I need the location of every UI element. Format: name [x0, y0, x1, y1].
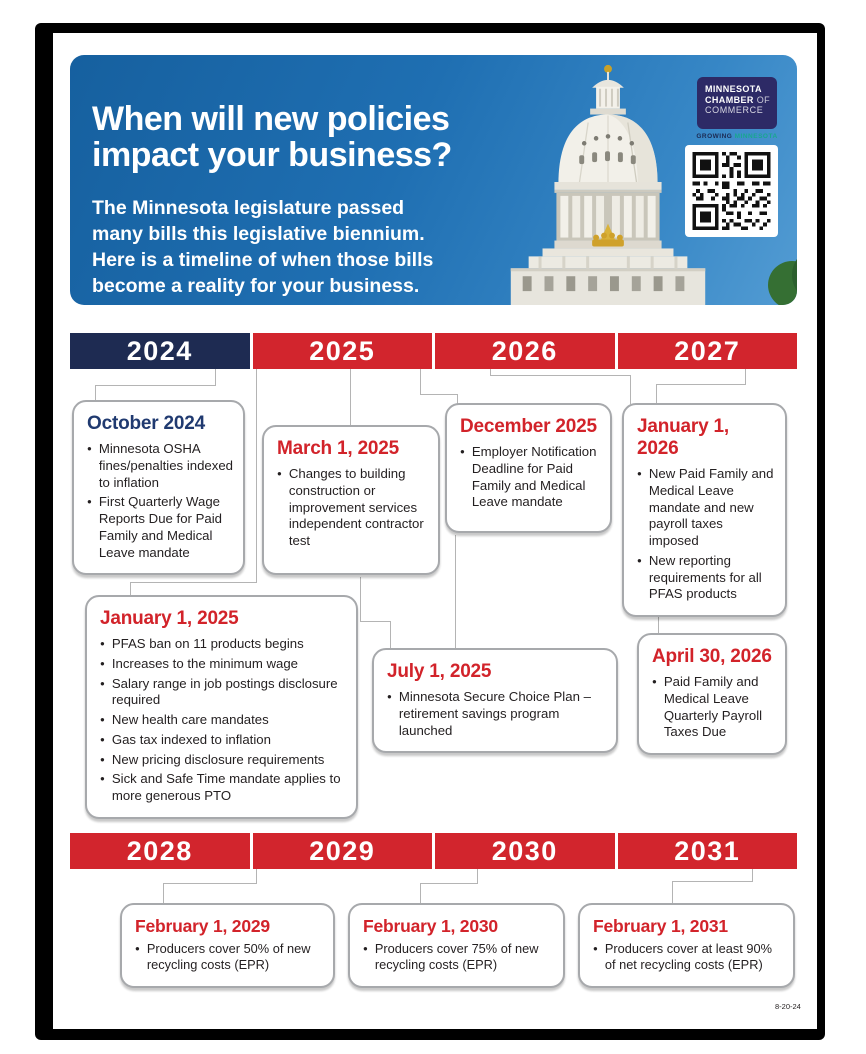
- card-bullet-list: [637, 466, 775, 603]
- card-date: February 1, 2031: [593, 916, 728, 936]
- connector-line: [256, 368, 257, 583]
- subtitle-line-1: The Minnesota legislature passed: [92, 197, 405, 219]
- card-october-2024: [72, 400, 245, 575]
- year-2026: 2026: [435, 333, 615, 369]
- subtitle-line-2: many bills this legislative biennium.: [92, 222, 425, 245]
- card-july-1-2025: [372, 648, 618, 753]
- connector-line: [360, 621, 391, 622]
- connector-line: [130, 582, 257, 583]
- logo-of-text: OF: [753, 94, 771, 105]
- connector-line: [455, 535, 456, 648]
- year-2028: 2028: [70, 833, 250, 869]
- connector-line: [672, 881, 673, 904]
- card-bullet-list: [460, 444, 600, 511]
- bullet-item: ● Gas tax indexed to inflation: [100, 732, 346, 749]
- connector-line: [256, 868, 257, 884]
- card-date: January 1, 2026: [637, 416, 729, 459]
- connector-line: [215, 368, 216, 385]
- page-title: [92, 101, 452, 173]
- card-february-1-2031: [578, 903, 795, 988]
- card-bullet-list: [100, 636, 346, 805]
- connector-line: [130, 582, 131, 596]
- connector-line: [420, 394, 458, 395]
- bullet-item: ● Changes to building construction or improvement services independent contractor test: [277, 466, 428, 550]
- card-bullet-list: [277, 466, 428, 550]
- logo-chamber-text: CHAMBER: [705, 94, 754, 105]
- logo-tagline: [695, 133, 779, 140]
- card-bullet-list: [363, 941, 553, 974]
- bullet-item: ● Employer Notification Deadline for Paid Family and Medical Leave mandate: [460, 444, 600, 511]
- card-january-1-2025: [85, 595, 358, 819]
- card-january-1-2026: [622, 403, 787, 617]
- bullet-item: ● Paid Family and Medical Leave Quarterly Payroll Taxes Due: [652, 674, 775, 741]
- logo-line-3: COMMERCE: [705, 105, 764, 116]
- page-subtitle: [92, 196, 433, 300]
- connector-line: [163, 883, 164, 904]
- header-banner: [70, 55, 797, 305]
- bullet-item: ● Producers cover at least 90% of net recycling costs (EPR): [593, 941, 783, 974]
- card-date: February 1, 2030: [363, 916, 498, 936]
- year-2024: 2024: [70, 333, 250, 369]
- card-bullet-list: [387, 689, 606, 739]
- connector-line: [656, 384, 657, 404]
- card-date: March 1, 2025: [277, 438, 400, 459]
- connector-line: [752, 868, 753, 882]
- bullet-item: ● New pricing disclosure requirements: [100, 752, 346, 769]
- bullet-item: ● Minnesota OSHA fines/penalties indexed to inflation: [87, 441, 233, 491]
- year-2031: 2031: [618, 833, 798, 869]
- year-2030: 2030: [435, 833, 615, 869]
- card-date: December 2025: [460, 416, 597, 437]
- year-2027: 2027: [618, 333, 798, 369]
- card-date: October 2024: [87, 413, 205, 434]
- qr-code: [685, 145, 778, 237]
- subtitle-line-3: Here is a timeline of when those bills: [92, 248, 434, 271]
- bullet-item: ● New Paid Family and Medical Leave mandate and new payroll taxes imposed: [637, 466, 775, 550]
- connector-line: [477, 868, 478, 884]
- connector-line: [95, 385, 96, 401]
- connector-line: [360, 577, 361, 622]
- connector-line: [745, 368, 746, 385]
- connector-line: [656, 384, 746, 385]
- bullet-item: ● First Quarterly Wage Reports Due for Paid Family and Medical Leave mandate: [87, 494, 233, 561]
- bullet-item: ● Producers cover 50% of new recycling costs (EPR): [135, 941, 323, 974]
- logo-line-1: MINNESOTA: [705, 84, 762, 94]
- title-line-2: impact your business?: [92, 136, 452, 175]
- card-december-2025: [445, 403, 612, 533]
- title-line-1: When will new policies: [92, 100, 450, 138]
- card-date: July 1, 2025: [387, 661, 492, 682]
- connector-line: [390, 621, 391, 649]
- connector-line: [420, 883, 421, 904]
- bullet-item: ● Increases to the minimum wage: [100, 656, 346, 673]
- connector-line: [672, 881, 753, 882]
- bullet-item: ● Producers cover 75% of new recycling costs (EPR): [363, 941, 553, 974]
- qr-code-icon: [692, 152, 771, 230]
- card-bullet-list: [652, 674, 775, 741]
- year-2025: 2025: [253, 333, 433, 369]
- timeline-year-bar-row2: [70, 833, 797, 869]
- connector-line: [350, 368, 351, 425]
- timeline-year-bar-row1: [70, 333, 797, 369]
- tree-illustration: [722, 227, 797, 305]
- card-february-1-2029: [120, 903, 335, 988]
- connector-line: [630, 375, 631, 404]
- logo-line-2: [705, 95, 777, 106]
- connector-line: [490, 375, 631, 376]
- connector-line: [420, 368, 421, 395]
- version-date-code: 8-20-24: [775, 1002, 801, 1011]
- bullet-item: ● Sick and Safe Time mandate applies to more generous PTO: [100, 771, 346, 805]
- year-2029: 2029: [253, 833, 433, 869]
- bullet-item: ● New health care mandates: [100, 712, 346, 729]
- card-bullet-list: [593, 941, 783, 974]
- card-date: April 30, 2026: [652, 646, 772, 667]
- card-february-1-2030: [348, 903, 565, 988]
- card-date: January 1, 2025: [100, 608, 239, 629]
- tagline-growing: GROWING: [696, 133, 733, 140]
- card-march-1-2025: [262, 425, 440, 575]
- subtitle-line-4: become a reality for your business.: [92, 274, 420, 297]
- card-bullet-list: [87, 441, 233, 561]
- bullet-item: ● Minnesota Secure Choice Plan – retirement savings program launched: [387, 689, 606, 739]
- connector-line: [95, 385, 216, 386]
- bullet-item: ● New reporting requirements for all PFAS products: [637, 553, 775, 603]
- card-date: February 1, 2029: [135, 916, 270, 936]
- chamber-logo: [697, 77, 777, 129]
- connector-line: [420, 883, 478, 884]
- tagline-minnesota: MINNESOTA: [734, 133, 778, 140]
- bullet-item: ● Salary range in job postings disclosure required: [100, 676, 346, 710]
- card-bullet-list: [135, 941, 323, 974]
- connector-line: [163, 883, 257, 884]
- card-april-30-2026: [637, 633, 787, 755]
- bullet-item: ● PFAS ban on 11 products begins: [100, 636, 346, 653]
